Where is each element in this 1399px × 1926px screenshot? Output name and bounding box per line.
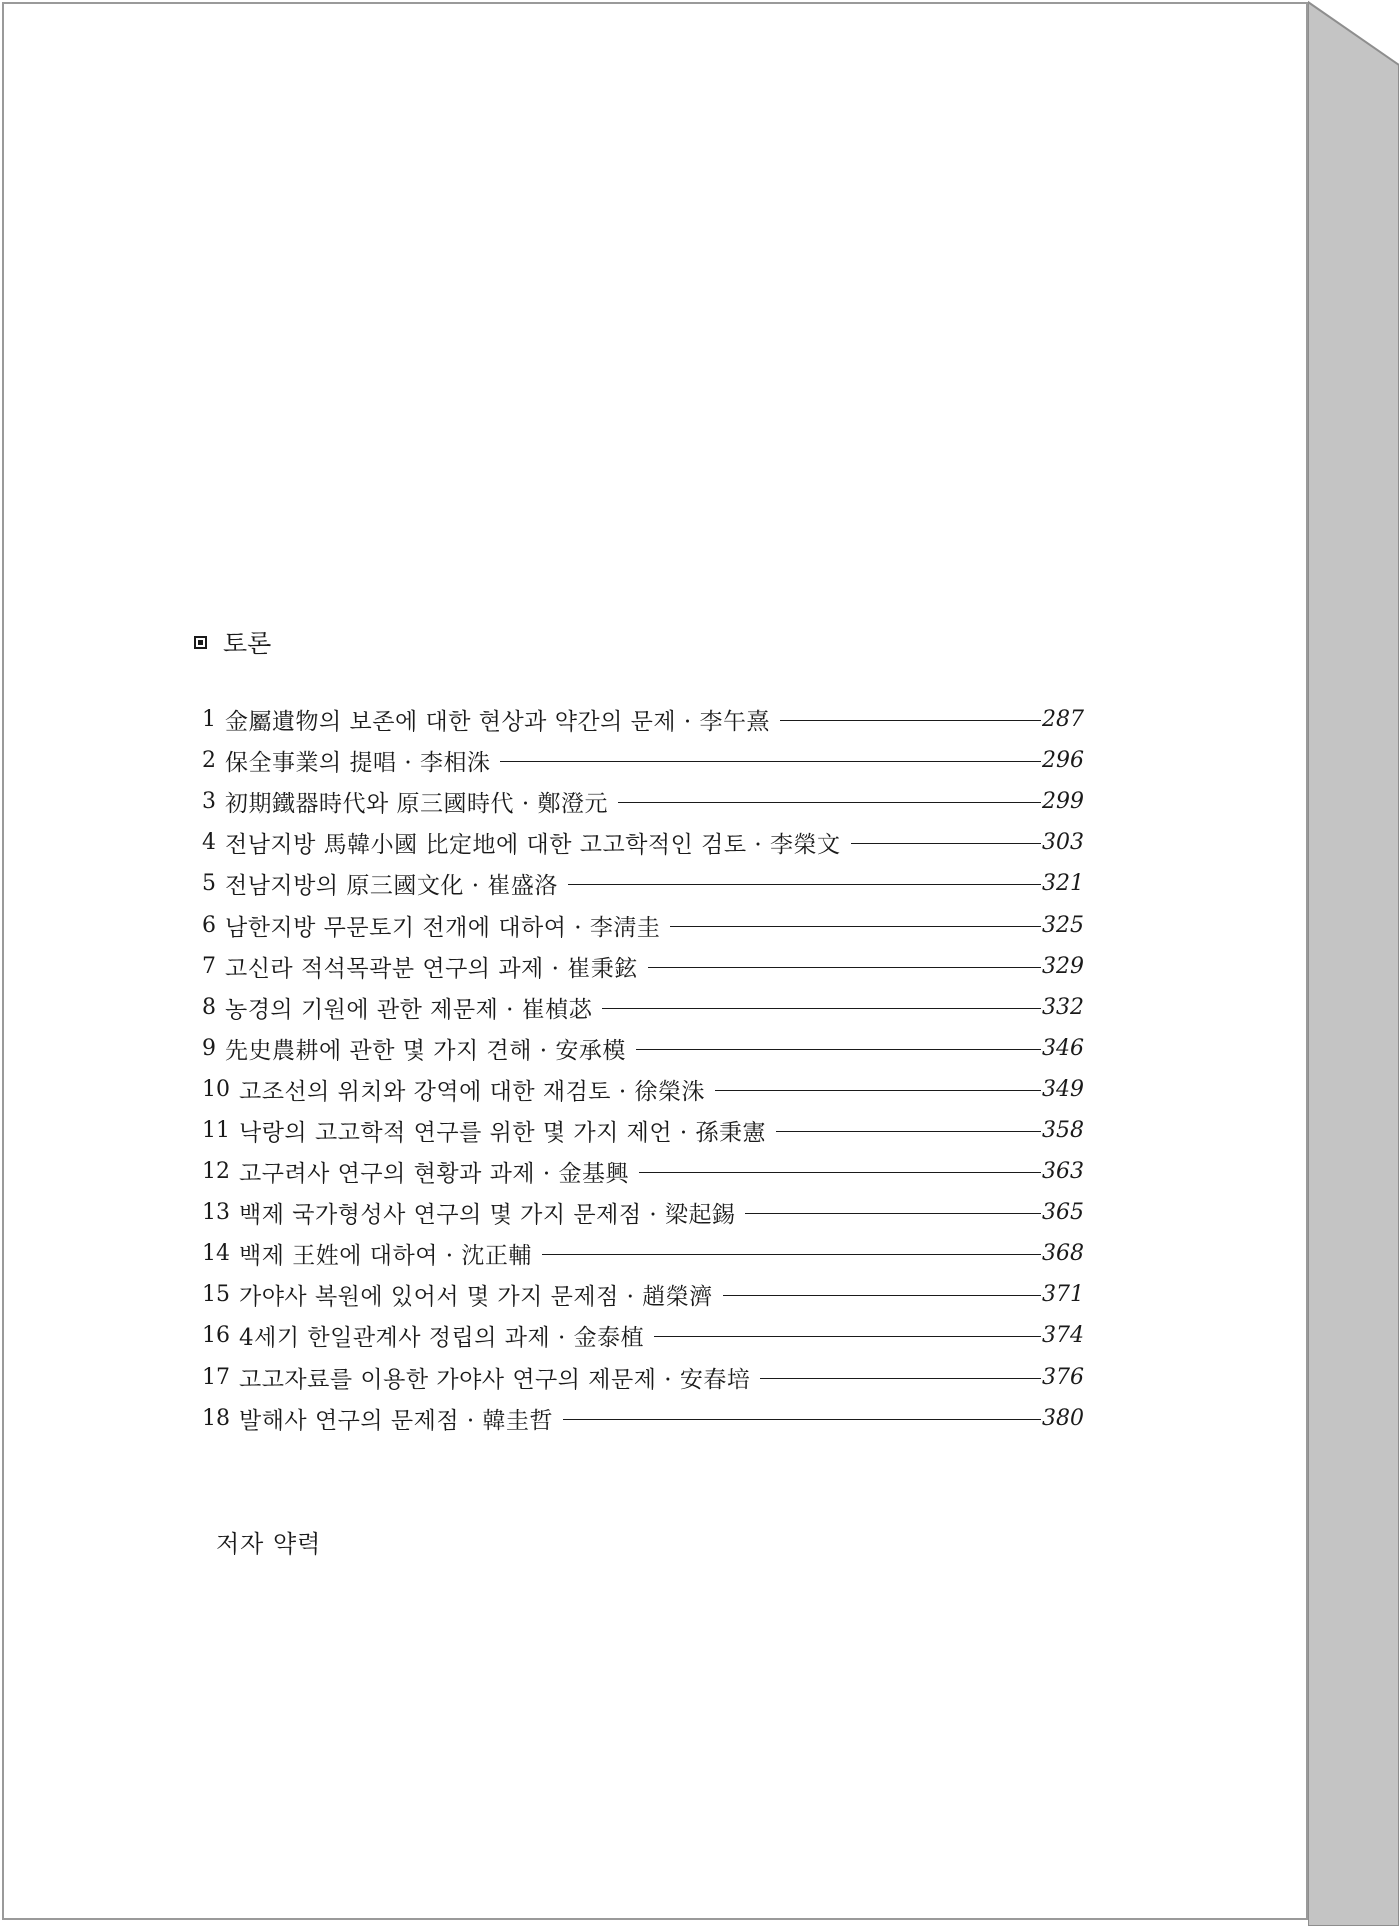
toc-entry xyxy=(202,1357,1084,1398)
toc-entry xyxy=(202,1028,1084,1069)
leader-line xyxy=(542,1254,1041,1255)
leader-line xyxy=(563,1419,1041,1420)
entry-page-number: 358 xyxy=(1042,1117,1084,1143)
toc-entry xyxy=(202,1069,1084,1110)
entry-page-number: 365 xyxy=(1042,1200,1084,1226)
toc-entry xyxy=(202,904,1084,945)
entry-number: 13 xyxy=(202,1200,230,1226)
entry-page-number: 287 xyxy=(1042,707,1084,733)
toc-entry xyxy=(202,1315,1084,1356)
leader-line xyxy=(618,802,1041,803)
entry-page-number: 368 xyxy=(1042,1241,1084,1267)
entry-number: 17 xyxy=(202,1364,230,1390)
entry-page-number: 363 xyxy=(1042,1159,1084,1185)
toc-entry xyxy=(202,863,1084,904)
entry-title: 농경의 기원에 관한 제문제 · 崔楨苾 xyxy=(225,996,593,1023)
entry-number: 14 xyxy=(202,1241,230,1267)
entry-title: 고신라 적석목곽분 연구의 과제 · 崔秉鉉 xyxy=(225,955,638,982)
leader-line xyxy=(500,761,1041,762)
leader-line xyxy=(648,967,1041,968)
entry-page-number: 329 xyxy=(1042,953,1084,979)
entry-page-number: 374 xyxy=(1042,1323,1084,1349)
entry-page-number: 325 xyxy=(1042,912,1084,938)
entry-page-number: 299 xyxy=(1042,789,1084,815)
entry-number: 16 xyxy=(202,1323,230,1349)
toc-entry xyxy=(202,781,1084,822)
toc-entry xyxy=(202,987,1084,1028)
entry-title: 전남지방 馬韓小國 比定地에 대한 고고학적인 검토 · 李榮文 xyxy=(225,832,841,859)
entry-number: 8 xyxy=(202,994,216,1020)
section-title: 토론 xyxy=(223,629,272,658)
table-of-contents xyxy=(202,699,1084,1439)
toc-entry xyxy=(202,822,1084,863)
entry-page-number: 376 xyxy=(1042,1364,1084,1390)
entry-title: 先史農耕에 관한 몇 가지 견해 · 安承模 xyxy=(225,1037,626,1064)
entry-page-number: 303 xyxy=(1042,830,1084,856)
leader-line xyxy=(723,1295,1041,1296)
entry-number: 7 xyxy=(202,953,216,979)
entry-page-number: 321 xyxy=(1042,871,1084,897)
entry-title: 전남지방의 原三國文化 · 崔盛洛 xyxy=(225,873,558,900)
leader-line xyxy=(745,1213,1041,1214)
document-page xyxy=(2,2,1308,1920)
entry-number: 3 xyxy=(202,789,216,815)
entry-title: 初期鐵器時代와 原三國時代 · 鄭澄元 xyxy=(225,791,608,818)
entry-title: 가야사 복원에 있어서 몇 가지 문제점 · 趙榮濟 xyxy=(239,1284,713,1311)
leader-line xyxy=(636,1049,1041,1050)
leader-line xyxy=(654,1336,1041,1337)
leader-line xyxy=(639,1172,1041,1173)
leader-line xyxy=(851,843,1041,844)
entry-title: 백제 국가형성사 연구의 몇 가지 문제점 · 梁起錫 xyxy=(239,1202,736,1229)
entry-number: 4 xyxy=(202,830,216,856)
entry-page-number: 371 xyxy=(1042,1282,1084,1308)
toc-entry xyxy=(202,1274,1084,1315)
entry-number: 11 xyxy=(202,1117,230,1143)
entry-page-number: 380 xyxy=(1042,1405,1084,1431)
toc-entry xyxy=(202,1233,1084,1274)
entry-number: 5 xyxy=(202,871,216,897)
entry-number: 10 xyxy=(202,1076,230,1102)
entry-title: 4세기 한일관계사 정립의 과제 · 金泰植 xyxy=(239,1325,645,1352)
leader-line xyxy=(568,884,1041,885)
entry-page-number: 332 xyxy=(1042,994,1084,1020)
square-bullet-icon xyxy=(194,636,207,649)
author-profile-heading: 저자 약력 xyxy=(216,1530,322,1558)
leader-line xyxy=(602,1008,1041,1009)
toc-entry xyxy=(202,740,1084,781)
section-heading xyxy=(194,624,271,660)
entry-title: 발해사 연구의 문제점 · 韓圭哲 xyxy=(239,1407,554,1434)
entry-number: 15 xyxy=(202,1282,230,1308)
toc-entry xyxy=(202,1398,1084,1439)
entry-title: 保全事業의 提唱 · 李相洙 xyxy=(225,750,491,777)
entry-title: 백제 王姓에 대하여 · 沈正輔 xyxy=(239,1243,532,1270)
leader-line xyxy=(780,720,1041,721)
entry-page-number: 349 xyxy=(1042,1076,1084,1102)
toc-entry xyxy=(202,1110,1084,1151)
toc-entry xyxy=(202,699,1084,740)
entry-title: 낙랑의 고고학적 연구를 위한 몇 가지 제언 · 孫秉憲 xyxy=(239,1119,767,1146)
leader-line xyxy=(776,1131,1041,1132)
entry-page-number: 346 xyxy=(1042,1035,1084,1061)
entry-title: 고고자료를 이용한 가야사 연구의 제문제 · 安春培 xyxy=(239,1366,751,1393)
toc-entry xyxy=(202,946,1084,987)
entry-number: 12 xyxy=(202,1159,230,1185)
entry-title: 고조선의 위치와 강역에 대한 재검토 · 徐榮洙 xyxy=(239,1078,705,1105)
entry-number: 6 xyxy=(202,912,216,938)
entry-page-number: 296 xyxy=(1042,748,1084,774)
toc-entry xyxy=(202,1151,1084,1192)
entry-number: 2 xyxy=(202,748,216,774)
entry-number: 18 xyxy=(202,1405,230,1431)
entry-title: 金屬遺物의 보존에 대한 현상과 약간의 문제 · 李午熹 xyxy=(225,709,771,736)
leader-line xyxy=(670,926,1041,927)
entry-title: 고구려사 연구의 현황과 과제 · 金基興 xyxy=(239,1161,629,1188)
entry-number: 1 xyxy=(202,707,216,733)
entry-number: 9 xyxy=(202,1035,216,1061)
leader-line xyxy=(760,1378,1041,1379)
entry-title: 남한지방 무문토기 전개에 대하여 · 李淸圭 xyxy=(225,914,661,941)
page-stack-edge xyxy=(1308,0,1399,1926)
toc-entry xyxy=(202,1192,1084,1233)
leader-line xyxy=(715,1090,1041,1091)
